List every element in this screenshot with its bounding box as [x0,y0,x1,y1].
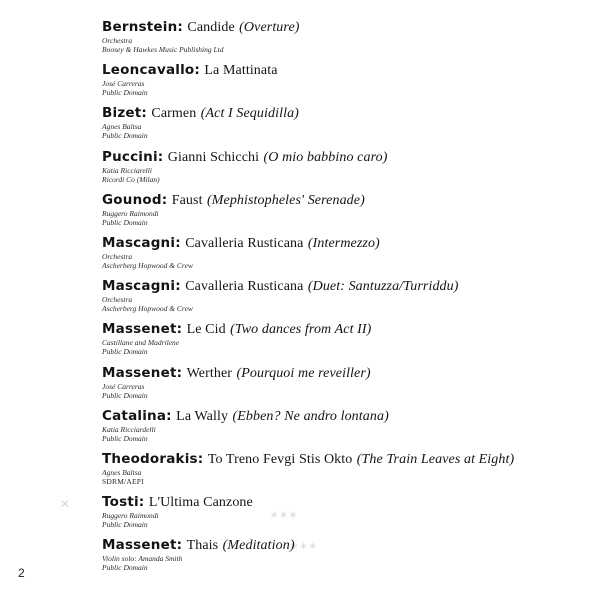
track-entry [102,278,582,321]
work-subtitle: (Meditation) [222,538,295,554]
publisher-credit: Public Domain [102,520,148,530]
publisher-credit: Public Domain [102,131,148,141]
performer-credit: Orchestra [102,36,133,45]
composer-name: Massenet: [102,364,183,381]
work-title: La Wally [176,408,229,424]
composer-name: Catalina: [102,407,172,424]
work-title: Werther [186,365,233,381]
work-subtitle: (Pourquoi me reveiller) [236,365,371,381]
performer-credit: Katia Ricciardelli [102,424,156,434]
work-title: Gianni Schicchi [167,149,260,165]
work-title: Le Cid [186,322,226,338]
publisher-credit: Public Domain [102,390,148,400]
track-title [102,192,582,209]
composer-name: Gounod: [102,191,168,208]
performer-credit: Castillane and Madrilene [102,338,180,348]
composer-name: Bizet: [102,105,147,122]
track-entry [102,192,582,235]
publisher-credit: Public Domain [102,88,148,98]
work-subtitle: (Overture) [239,20,300,35]
track-entry [102,321,582,364]
composer-name: Theodorakis: [102,450,204,467]
publisher-credit: SDRM/AEPI [102,476,144,486]
performer-credit: Orchestra [102,251,133,261]
work-title: Faust [171,192,203,208]
track-title [102,408,582,425]
track-entry [102,149,582,192]
work-subtitle: (Two dances from Act II) [230,322,372,338]
track-entry [102,235,582,278]
track-title [102,62,582,79]
track-title [102,105,582,122]
work-title: Cavalleria Rusticana [185,235,304,251]
composer-name: Leoncavallo: [102,62,200,79]
track-title [102,19,582,36]
publisher-credit: Public Domain [102,217,148,227]
performer-credit: Ruggero Raimondi [102,208,159,218]
track-entry [102,494,582,537]
performer-credit: José Carreras [102,381,145,391]
publisher-credit: Ascherberg Hopwood & Crew [102,260,193,270]
work-title: La Mattinata [204,63,278,79]
composer-name: Mascagni: [102,278,181,295]
publisher-credit: Public Domain [102,347,148,357]
track-entry [102,105,582,148]
performer-credit: Violin solo: Amanda Smith [102,554,183,564]
publisher-credit: Ascherberg Hopwood & Crew [102,304,193,314]
faint-bleed-mark: ∗∗∗ [290,541,319,552]
composer-name: Mascagni: [102,234,181,251]
publisher-credit: Public Domain [102,563,148,573]
work-subtitle: (Mephistopheles' Serenade) [206,192,365,208]
work-title: Carmen [151,106,197,122]
work-subtitle: (Duet: Santuzza/Turriddu) [307,279,459,295]
work-subtitle: (Act I Sequidilla) [200,106,299,122]
work-subtitle: (Intermezzo) [307,235,380,251]
publisher-credit: Boosey & Hawkes Music Publishing Ltd [102,45,224,54]
page-number: 2 [18,566,25,580]
work-subtitle: (The Train Leaves at Eight) [356,451,515,467]
track-title [102,365,582,382]
faint-bleed-mark: ✕ [60,497,72,511]
performer-credit: Agnes Baltsa [102,122,142,132]
composer-name: Massenet: [102,537,183,554]
track-title [102,235,582,252]
track-title [102,321,582,338]
work-title: To Treno Fevgi Stis Okto [207,451,353,467]
track-entry [102,451,582,494]
track-entry [102,365,582,408]
track-entry [102,19,582,62]
composer-name: Bernstein: [102,19,183,35]
track-title [102,494,582,511]
work-subtitle: (O mio babbino caro) [263,149,388,165]
performer-credit: Orchestra [102,295,133,305]
composer-name: Puccini: [102,148,164,165]
track-title [102,149,582,166]
track-entry [102,408,582,451]
composer-name: Massenet: [102,321,183,338]
track-title [102,451,582,468]
performer-credit: Katia Ricciarelli [102,165,152,175]
performer-credit: Ruggero Raimondi [102,511,159,521]
track-title [102,278,582,295]
publisher-credit: Ricordi Co (Milan) [102,174,160,184]
performer-credit: José Carreras [102,79,145,89]
work-title: Candide [187,20,235,35]
performer-credit: Agnes Baltsa [102,467,142,477]
track-entry [102,62,582,105]
publisher-credit: Public Domain [102,433,148,443]
work-subtitle: (Ebben? Ne andro lontana) [232,408,389,424]
faint-bleed-mark: ∗∗∗ [270,510,299,521]
work-title: L'Ultima Canzone [148,495,253,511]
composer-name: Tosti: [102,494,145,511]
work-title: Thais [186,538,219,554]
track-title [102,537,582,554]
track-entry [102,537,582,580]
work-title: Cavalleria Rusticana [185,279,304,295]
track-list [102,19,582,580]
